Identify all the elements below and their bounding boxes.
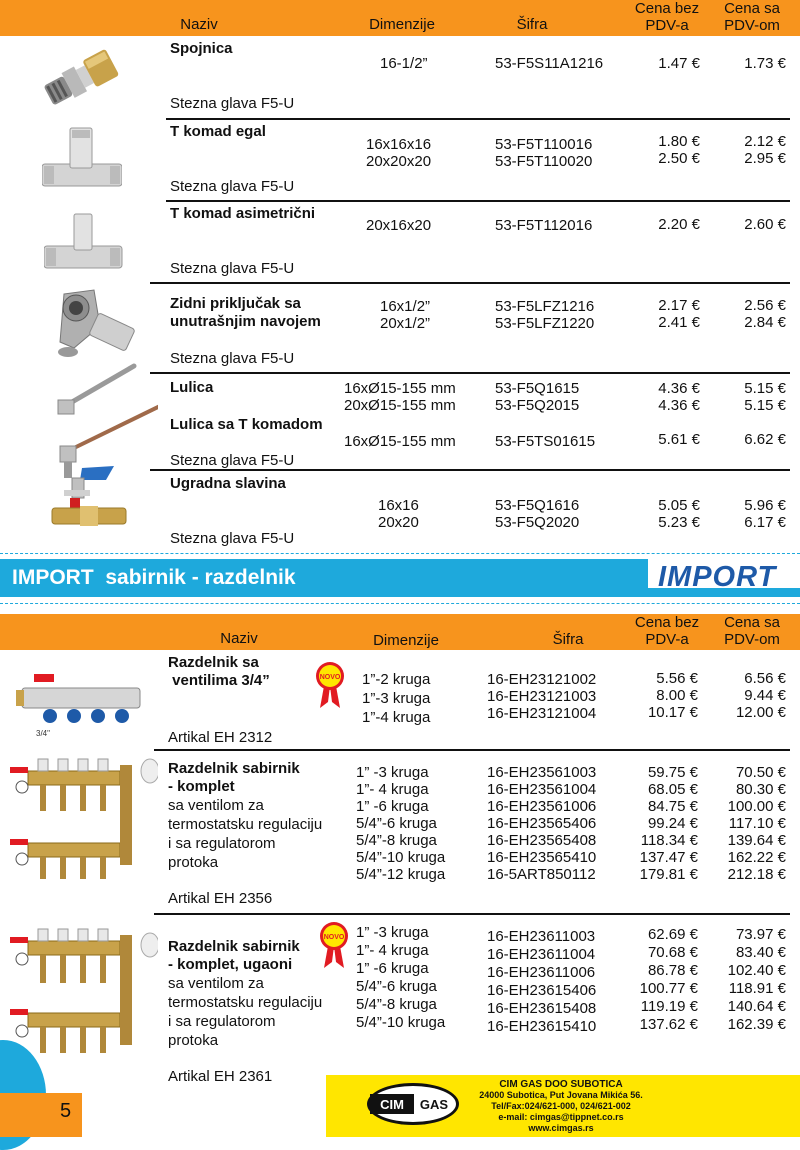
product-name: Ugradna slavina xyxy=(170,475,286,492)
product-prices-sa: 5.96 € 6.17 € xyxy=(744,497,786,531)
header-dimenzije: Dimenzije xyxy=(369,16,435,33)
product-dims-secondary: 16xØ15-155 mm xyxy=(344,433,456,450)
product-dims: 20x16x20 xyxy=(366,217,432,234)
header-dimenzije: Dimenzije xyxy=(373,632,439,649)
product-prices-bez: 2.17 € 2.41 € xyxy=(658,297,700,331)
product-name: Razdelnik sabirnik - komplet xyxy=(168,760,300,795)
product-artikal: Artikal EH 2312 xyxy=(168,729,273,746)
header-cena-sa: Cena sa PDV-om xyxy=(724,0,780,34)
product-prices-sa: 2.60 € xyxy=(744,216,786,233)
product-prices-bez-secondary: 5.61 € xyxy=(658,431,700,448)
company-address: 24000 Subotica, Put Jovana Mikića 56. xyxy=(479,1090,643,1100)
product-name: Zidni priključak sa unutrašnjim navojem xyxy=(170,295,321,330)
product-codes: 16-EH23121002 16-EH23121003 16-EH23121004 xyxy=(487,671,597,722)
product-description: sa ventilom za termostatsku regulaciju i sa regulatorom protoka xyxy=(168,797,323,871)
product-codes: 53-F5T112016 xyxy=(495,217,593,234)
company-email[interactable]: e-mail: cimgas@tippnet.co.rs xyxy=(498,1112,624,1122)
product-name: Spojnica xyxy=(170,40,233,57)
product-prices-bez: 1.80 € 2.50 € xyxy=(658,133,700,167)
product-description: sa ventilom za termostatsku regulaciju i sa regulatorom protoka xyxy=(168,975,323,1049)
product-dims: 16x1/2” 20x1/2” xyxy=(380,298,431,332)
section-bottom-line xyxy=(0,603,800,605)
novo-badge-label: NOVO xyxy=(323,934,345,941)
header-naziv: Naziv xyxy=(180,16,218,33)
novo-badge-icon xyxy=(318,920,350,970)
product-prices-bez: 2.20 € xyxy=(658,216,700,233)
product-sub: Stezna glava F5-U xyxy=(170,260,295,277)
razdelnik-sabirnik-image xyxy=(8,757,158,887)
header-cena-bez: Cena bez PDV-a xyxy=(634,614,700,648)
t-komad-egal-image xyxy=(42,126,122,196)
product-prices-bez: 4.36 € 4.36 € xyxy=(658,380,700,414)
product-prices-bez: 62.69 € 70.68 € 86.78 € 100.77 € 119.19 € 137.62 € xyxy=(639,926,698,1033)
divider xyxy=(154,749,790,751)
razdelnik-ventil-image xyxy=(14,668,144,738)
header-sifra: Šifra xyxy=(552,631,584,648)
company-name: CIM GAS DOO SUBOTICA xyxy=(499,1079,623,1090)
product-dims: 16x16x16 20x20x20 xyxy=(366,136,432,170)
product-artikal: Artikal EH 2356 xyxy=(168,890,273,907)
product-artikal: Artikal EH 2361 xyxy=(168,1068,273,1085)
divider xyxy=(166,118,790,120)
product-name: T komad asimetrični xyxy=(170,205,316,222)
zidni-prikljucak-image xyxy=(54,286,144,366)
section-top-line xyxy=(0,553,800,555)
product-codes: 53-F5T110016 53-F5T110020 xyxy=(495,136,593,170)
import-brand-logo: IMPORT xyxy=(658,561,777,593)
product-prices-sa-secondary: 6.62 € xyxy=(744,431,786,448)
product-codes: 16-EH23561003 16-EH23561004 16-EH23561006 16-EH23565406 16-EH23565408 16-EH23565410 16-5ART850112 xyxy=(487,764,597,883)
product-prices-sa: 70.50 € 80.30 € 100.00 € 117.10 € 139.64 € 162.22 € 212.18 € xyxy=(727,764,786,883)
product-name: Razdelnik sabirnik - komplet, ugaoni xyxy=(168,938,300,973)
product-name: T komad egal xyxy=(170,123,266,140)
ugradna-slavina-image xyxy=(44,462,134,537)
product-prices-sa: 6.56 € 9.44 € 12.00 € xyxy=(735,670,786,721)
product-prices-bez: 59.75 € 68.05 € 84.75 € 99.24 € 118.34 € 137.47 € 179.81 € xyxy=(639,764,698,883)
product-prices-sa: 73.97 € 83.40 € 102.40 € 118.91 € 140.64 € 162.39 € xyxy=(727,926,786,1033)
product-name-secondary: Lulica sa T komadom xyxy=(170,416,323,433)
product-prices-bez: 5.56 € 8.00 € 10.17 € xyxy=(647,670,698,721)
product-sub: Stezna glava F5-U xyxy=(170,95,295,112)
product-dims: 16x16 20x20 xyxy=(378,497,419,531)
product-dims: 16xØ15-155 mm 20xØ15-155 mm xyxy=(344,380,456,414)
product-name: Razdelnik sa ventilima 3/4” xyxy=(168,654,270,689)
header-cena-sa: Cena sa PDV-om xyxy=(724,614,780,648)
product-sub: Stezna glava F5-U xyxy=(170,350,295,367)
cimgas-logo xyxy=(366,1082,460,1126)
spojnica-image xyxy=(40,48,120,108)
footer-contact xyxy=(466,1079,656,1134)
product-prices-bez: 1.47 € xyxy=(658,55,700,72)
product-prices-sa: 5.15 € 5.15 € xyxy=(744,380,786,414)
product-sub: Stezna glava F5-U xyxy=(170,452,295,469)
product-dims: 1” -3 kruga 1”- 4 kruga 1” -6 kruga 5/4”-6 kruga 5/4”-8 kruga 5/4”-10 kruga xyxy=(356,924,446,1031)
product-sub: Stezna glava F5-U xyxy=(170,178,295,195)
header-sifra: Šifra xyxy=(516,16,548,33)
product-dims: 1”-2 kruga 1”-3 kruga 1”-4 kruga xyxy=(362,671,431,726)
product-prices-bez: 5.05 € 5.23 € xyxy=(658,497,700,531)
divider xyxy=(154,913,790,915)
company-phone: Tel/Fax:024/621-000, 024/621-002 xyxy=(491,1101,631,1111)
header-naziv: Naziv xyxy=(220,630,258,647)
divider xyxy=(150,282,790,284)
product-codes-secondary: 53-F5TS01615 xyxy=(495,433,596,450)
company-website[interactable]: www.cimgas.rs xyxy=(528,1123,594,1133)
logo-cim: CIM xyxy=(380,1097,404,1112)
product-prices-sa: 2.12 € 2.95 € xyxy=(744,133,786,167)
product-codes: 53-F5Q1616 53-F5Q2020 xyxy=(495,497,580,531)
t-komad-asimetricni-image xyxy=(44,212,124,277)
product-codes: 53-F5S11A1216 xyxy=(495,55,604,72)
dimension-label: 3/4" xyxy=(36,729,50,738)
divider xyxy=(166,200,790,202)
novo-badge-icon xyxy=(314,660,346,710)
product-prices-sa: 1.73 € xyxy=(744,55,786,72)
page-number: 5 xyxy=(60,1100,72,1122)
divider xyxy=(150,372,790,374)
product-codes: 53-F5LFZ1216 53-F5LFZ1220 xyxy=(495,298,595,332)
product-prices-sa: 2.56 € 2.84 € xyxy=(744,297,786,331)
logo-gas: GAS xyxy=(419,1097,449,1112)
divider xyxy=(150,469,790,471)
product-codes: 16-EH23611003 16-EH23611004 16-EH23611006 16-EH23615406 16-EH23615408 16-EH23615410 xyxy=(487,928,597,1035)
product-dims: 1” -3 kruga 1”- 4 kruga 1” -6 kruga 5/4”-6 kruga 5/4”-8 kruga 5/4”-10 kruga 5/4”-12 kruga xyxy=(356,764,446,883)
product-codes: 53-F5Q1615 53-F5Q2015 xyxy=(495,380,580,414)
novo-badge-label: NOVO xyxy=(319,674,341,681)
product-dims: 16-1/2” xyxy=(380,55,428,72)
razdelnik-ugaoni-image xyxy=(8,925,158,1065)
product-name: Lulica xyxy=(170,379,214,396)
section-title: IMPORT sabirnik - razdelnik xyxy=(12,566,296,589)
product-sub: Stezna glava F5-U xyxy=(170,530,295,547)
header-cena-bez: Cena bez PDV-a xyxy=(634,0,700,34)
